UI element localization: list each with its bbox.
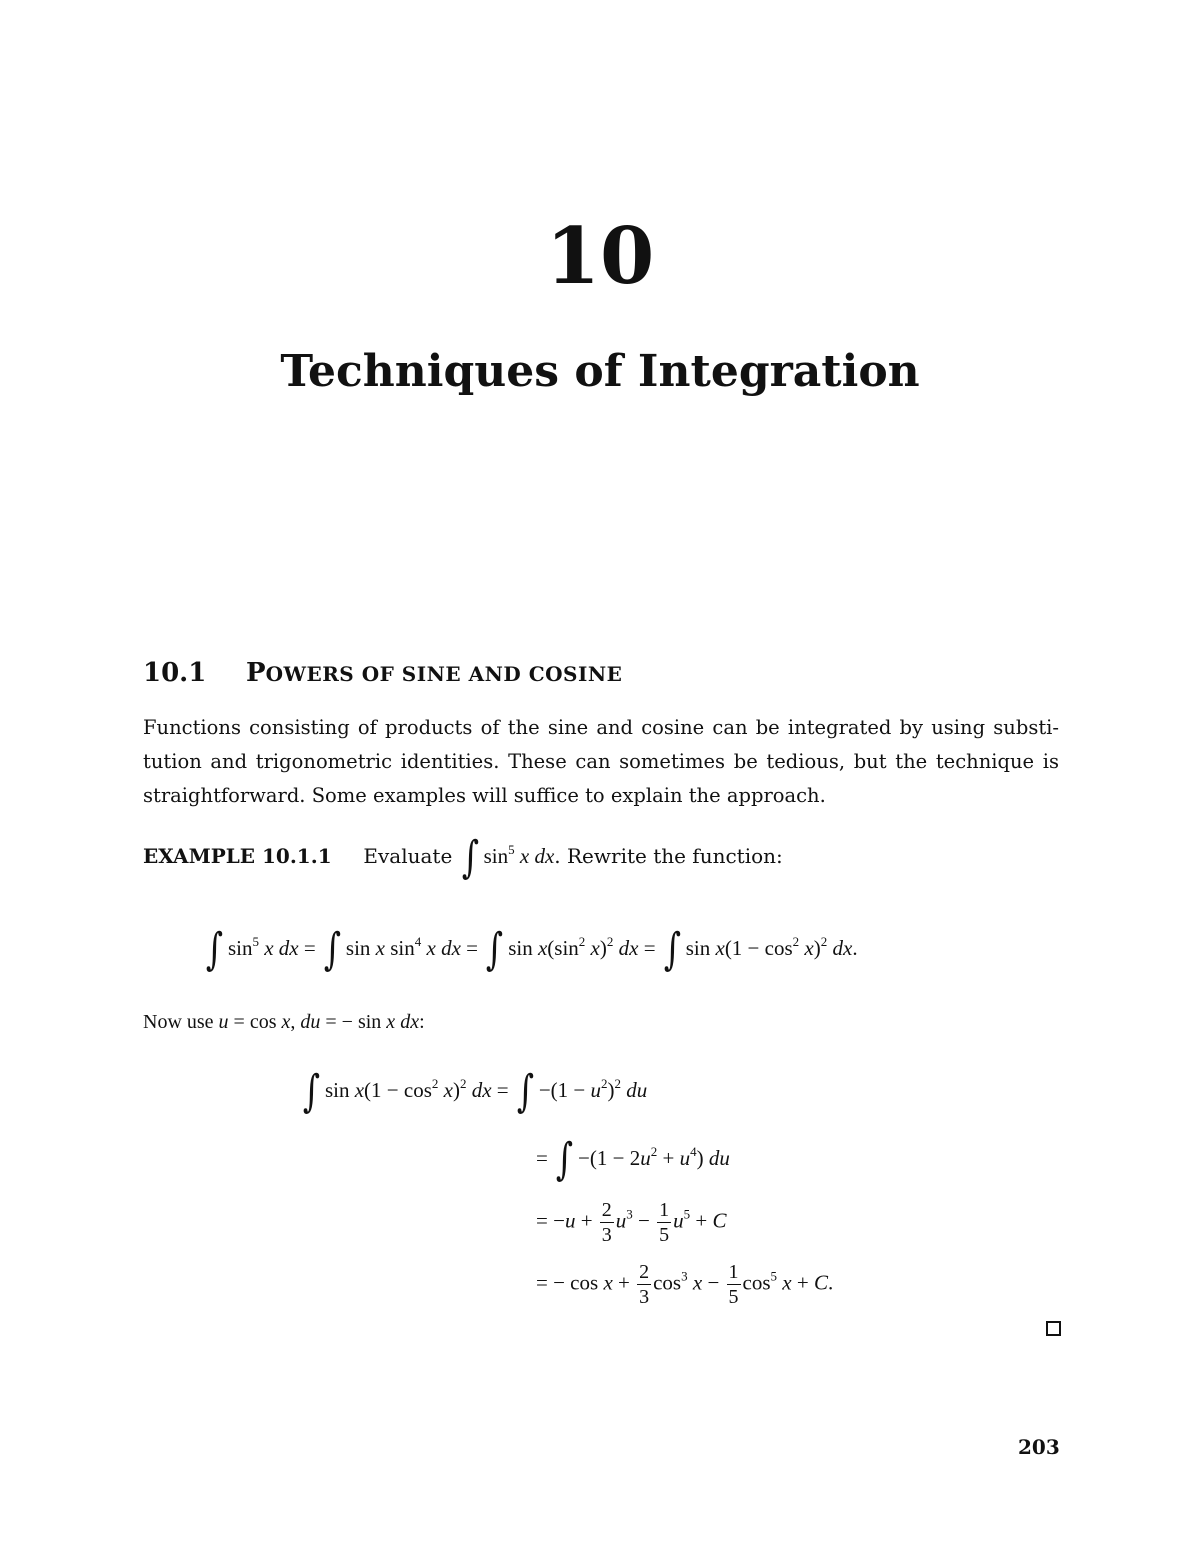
solution-step-4: = − cos x + $\frac{2}{3}$ $\cos^3 x$ − $\frac{1}{5}$ $\cos^5 x + C$.: [536, 1261, 834, 1308]
solution-step-1: ∫ $\sin x(1 - \cos^2 x)^2$ dx = ∫ $-(1 - u^2)^2$ du: [302, 1066, 648, 1117]
chapter-number: 10: [545, 211, 655, 302]
page-number: 203: [1018, 1435, 1060, 1459]
example-integral: ∫ $\sin^5 x$ dx: [461, 832, 555, 883]
section-number: 10.1: [143, 658, 207, 688]
intro-line-2: tution and trigonometric identities. These can sometimes be tedious, but the technique is: [143, 750, 1059, 773]
intro-paragraph: [143, 711, 1059, 813]
example-label: EXAMPLE 10.1.1: [143, 843, 332, 868]
chapter-title: Techniques of Integration: [280, 346, 920, 397]
example-heading: [143, 832, 783, 883]
section-title-initial: P: [246, 658, 266, 688]
substitution-line: Now use u = cos x, du = − sin x dx:: [143, 1011, 425, 1033]
now-use-text: Now use: [143, 1011, 214, 1033]
section-title-rest: OWERS OF SINE AND COSINE: [265, 662, 623, 686]
intro-line-3: straightforward. Some examples will suffice to explain the approach.: [143, 784, 826, 807]
solution-step-3: = −u + $\frac{2}{3}$ $u^3$ − $\frac{1}{5}$ $u^5 + C$: [536, 1199, 727, 1246]
solution-step-2: = ∫ $-(1 - 2u^2 + u^4)$ du: [536, 1134, 730, 1185]
rewrite-equation: ∫ $\sin^5 x$ dx = ∫ sin x $\sin^4 x$ dx = ∫ $\sin x(\sin^2$ x)$^2$ dx = ∫ $\sin x(1 - \cos^2 x)^2$ dx.: [205, 924, 858, 975]
intro-line-1: Functions consisting of products of the sine and cosine can be integrated by using substi-: [143, 716, 1059, 739]
section-heading: [143, 660, 622, 686]
qed-square-icon: [1046, 1321, 1061, 1336]
example-evaluate: Evaluate: [363, 843, 453, 868]
example-rewrite: . Rewrite the function:: [554, 843, 783, 868]
